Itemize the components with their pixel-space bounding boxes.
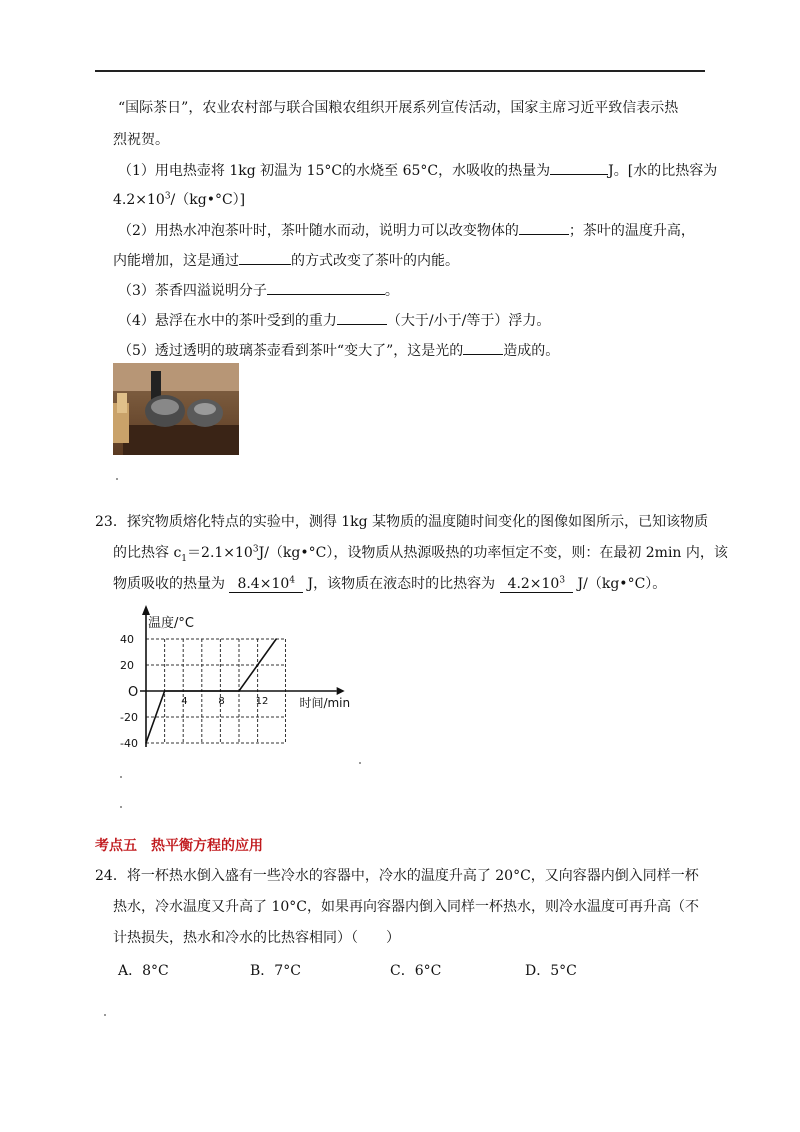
- q24-option-d[interactable]: D．5°C: [525, 963, 577, 979]
- data-point: [164, 690, 166, 692]
- chart-labels: [120, 615, 350, 750]
- stray-mark: [120, 806, 122, 808]
- q24-line-3: 计热损失，热水和冷水的比热容相同）（ ）: [113, 930, 400, 946]
- q22-part4: （4）悬浮在水中的茶叶受到的重力 （大于/小于/等于）浮力。: [118, 310, 550, 331]
- q22-part1-line-2: $4.2\times 10^3/(kg•^\circ C)$]: [113, 191, 246, 208]
- stray-mark: [116, 478, 118, 480]
- y-tick-label: -40: [120, 737, 138, 750]
- x-axis-label: 时间/min: [299, 696, 351, 710]
- y-tick-label: 20: [120, 659, 134, 672]
- y-axis-label: 温度/°C: [148, 616, 194, 631]
- q22-intro-line-1: “国际茶日”，农业农村部与联合国粮农组织开展系列宣传活动，国家主席习近平致信表示热: [118, 100, 679, 116]
- q24-line-2: 热水，冷水温度又升高了 10°C，如果再向容器内倒入同样一杯热水，则冷水温度可再升高（不: [113, 899, 699, 915]
- q22-blank-4[interactable]: [267, 280, 385, 295]
- q23-line-2: 的比热容 $c_1=2.1\times 10^3J/(kg•^\circ C)$，设物质从热源吸热的功率恒定不变，则：在最初 2min 内，该: [113, 544, 728, 564]
- q22-part3: （3）茶香四溢说明分子 。: [118, 280, 399, 301]
- x-tick-label: 4: [181, 696, 188, 707]
- stray-mark: [104, 1014, 106, 1016]
- q22-blank-3[interactable]: [239, 250, 291, 265]
- q24-option-b[interactable]: B．7°C: [250, 963, 301, 979]
- x-tick-label: 8: [218, 696, 225, 707]
- q22-blank-5[interactable]: [337, 310, 387, 325]
- q24-option-a[interactable]: A．8°C: [118, 963, 169, 979]
- temperature-time-chart: [118, 605, 358, 759]
- q23-line-1: 23．探究物质熔化特点的实验中，测得 1kg 某物质的温度随时间变化的图像如图所示，已知该物质: [95, 514, 709, 530]
- header-rule: [95, 70, 705, 72]
- data-point: [238, 690, 240, 692]
- y-tick-label: 40: [120, 633, 134, 646]
- q23-line-3: 物质吸收的热量为 $8.4\times 10^4$ J，该物质在液态时的比热容为 $4.2\times 10^3$ J/（kg•°C）。: [113, 575, 667, 592]
- q22-part2-line-1: （2）用热水冲泡茶叶时，茶叶随水而动，说明力可以改变物体的 ；茶叶的温度升高，: [118, 220, 695, 241]
- stray-mark: [359, 762, 361, 764]
- q22-intro-line-2: 烈祝贺。: [113, 132, 169, 148]
- q23-answer-1[interactable]: $8.4\times 10^4$: [229, 576, 303, 593]
- q22-blank-6[interactable]: [463, 340, 503, 355]
- q22-part1-line-1: （1）用电热壶将 1kg 初温为 15°C的水烧至 65°C，水吸收的热量为 J。[水的比热容为: [118, 160, 717, 181]
- tea-kettle-photo: [113, 363, 239, 455]
- q24-line-1: 24．将一杯热水倒入盛有一些冷水的容器中，冷水的温度升高了 20°C，又向容器内倒入同样一杯: [95, 868, 699, 884]
- q22-part5: （5）透过透明的玻璃茶壶看到茶叶“变大了”，这是光的 造成的。: [118, 340, 559, 361]
- q22-blank-1[interactable]: [550, 160, 608, 175]
- q22-blank-2[interactable]: [519, 220, 569, 235]
- x-tick-label: 12: [255, 696, 269, 707]
- q22-part2-line-2: 内能增加，这是通过 的方式改变了茶叶的内能。: [113, 250, 459, 271]
- stray-mark: [120, 776, 122, 778]
- data-point: [145, 742, 147, 744]
- x-axis-arrow: [337, 687, 345, 695]
- data-point: [275, 638, 277, 640]
- y-tick-label: -20: [120, 711, 138, 724]
- q23-answer-2[interactable]: $4.2\times 10^3$: [500, 576, 574, 593]
- y-axis-arrow: [142, 605, 150, 615]
- q24-option-c[interactable]: C．6°C: [390, 963, 442, 979]
- origin-label: O: [128, 685, 139, 700]
- section-five-title: 考点五 热平衡方程的应用: [95, 838, 263, 854]
